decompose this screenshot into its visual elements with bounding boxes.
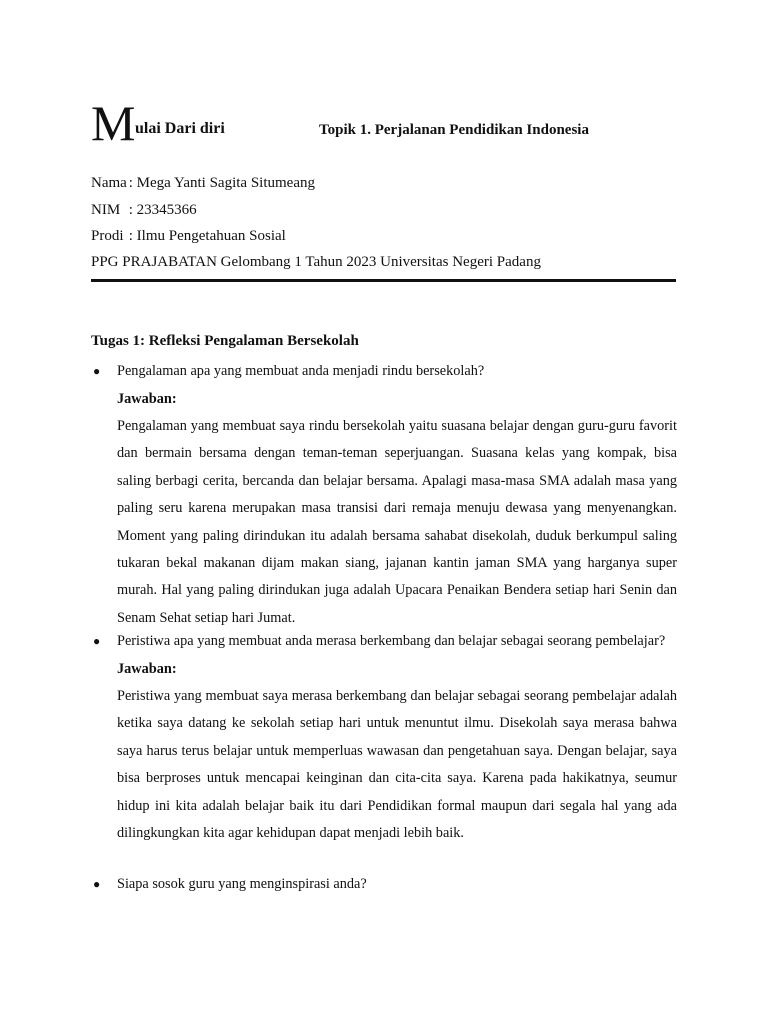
bullet-icon: ● <box>93 364 101 378</box>
question-text: Pengalaman apa yang membuat anda menjadi rindu bersekolah? <box>117 363 485 379</box>
question-3 <box>91 870 677 898</box>
prodi-value: : Ilmu Pengetahuan Sosial <box>128 228 286 244</box>
section-heading: Tugas 1: Refleksi Pengalaman Bersekolah <box>91 333 359 349</box>
question-1 <box>91 357 677 385</box>
answer-label: Jawaban: <box>117 661 177 677</box>
question-2 <box>91 627 677 655</box>
bullet-icon: ● <box>93 877 101 891</box>
qa-item-1 <box>91 357 677 632</box>
nim-label: NIM <box>91 202 121 218</box>
name-value: : Mega Yanti Sagita Situmeang <box>128 175 315 191</box>
header-divider <box>91 279 676 282</box>
program-line: PPG PRAJABATAN Gelombang 1 Tahun 2023 Universitas Negeri Padang <box>91 254 541 270</box>
question-text: Peristiwa apa yang membuat anda merasa berkembang dan belajar sebagai seorang pembelajar? <box>117 633 666 649</box>
name-label: Nama <box>91 175 127 191</box>
answer-text-1: Pengalaman yang membuat saya rindu bersekolah yaitu suasana belajar dengan guru-guru favorit dan bermain bersama dengan teman-teman seperjuangan. Suasana kelas yang kompak, bisa saling berbagi cerita, bercanda dan belajar bersama. Apalagi masa-masa SMA adalah masa yang paling seru karena merupakan masa transisi dari remaja menuju dewasa yang menyenangkan. Moment yang paling dirindukan itu adalah bersama sahabat disekolah, duduk berkumpul saling tukaran bekal makanan dijam makan siang, jajanan kantin jaman SMA yang harganya super murah. Hal yang paling dirindukan juga adalah Upacara Penaikan Bendera setiap hari Senin dan Senam Sehat setiap hari Jumat. <box>117 418 677 626</box>
nim-value: : 23345366 <box>128 202 197 218</box>
question-text: Siapa sosok guru yang menginspirasi anda? <box>117 876 367 892</box>
title: ulai Dari diri <box>135 120 225 137</box>
qa-item-3 <box>91 870 677 898</box>
bullet-icon: ● <box>93 634 101 648</box>
answer-text-2: Peristiwa yang membuat saya merasa berkembang dan belajar sebagai seorang pembelajar adalah ketika saya datang ke sekolah setiap hari untuk menuntut ilmu. Disekolah saya merasa bahwa saya harus terus belajar untuk memperluas wawasan dan pengetahuan saya. Dengan belajar, saya bisa berproses untuk mencapai keinginan dan cita-cita saya. Karena pada hakikatnya, seumur hidup ini kita adalah belajar baik itu dari Pendidikan formal maupun dari segala hal yang ada dilingkungkan kita agar kehidupan dapat menjadi lebih baik. <box>117 688 677 842</box>
qa-item-2 <box>91 627 677 847</box>
prodi-row <box>91 226 286 246</box>
nim-row <box>91 200 197 220</box>
prodi-label: Prodi <box>91 228 124 244</box>
name-row <box>91 173 315 193</box>
answer-label: Jawaban: <box>117 391 177 407</box>
topic-title: Topik 1. Perjalanan Pendidikan Indonesia <box>319 122 589 138</box>
title-drop-cap: M <box>91 95 136 151</box>
title-row <box>91 95 691 151</box>
